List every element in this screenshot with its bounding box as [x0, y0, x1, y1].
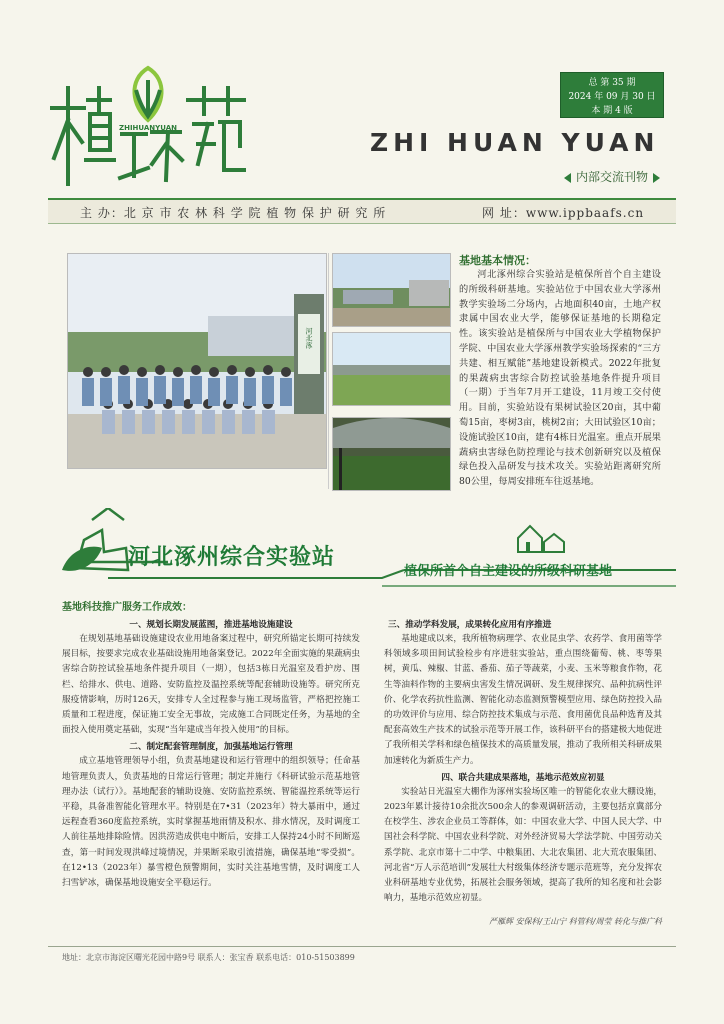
base-intro-body: 河北涿州综合实验站是植保所首个自主建设的所级科研基地。实验站位于中国农业大学涿州教学实验场二分场内，占地面积40亩，土地产权隶属中国农业大学，能够保证基地的长期稳定性。该实验站是植保所与中国农业大学植物保护学院、中国农业大学涿州教学实验场探索的“三方共建、相互赋能”基地建设新模式。2022年批复的果蔬病虫害综合防控试验基地条件提升项目（一期）于当年7月开工建设，11月竣工交付使用。目前，实验站设有果树试验区20亩，其中葡萄15亩，枣树3亩，桃树2亩；大田试验区10亩；设施试验区10亩，建有4栋日光温室。重点开展果蔬病虫害绿色防控理论与技术创新研究以及植保绿色投入品研发与技术攻关。实验站距离研究所80公里，每周安排班车往返基地。 [459, 269, 661, 488]
section-3-body: 基地建成以来，我所植物病理学、农业昆虫学、农药学、食用菌等学科领域多项田间试验检步有序进驻实验站，重点围绕葡萄、桃、枣等果树，黄瓜、辣椒、甘蓝、番茄、茄子等蔬菜，小麦、玉米等粮食作物，花生等油料作物的主要病虫害发生情况调研、发生规律探究、品种抗病性评价、化学农药抗性监测、智能化动态监测预警模型应用、绿色防控投入品的功效评价与应用、综合防控技术集成与示范、食用菌优良品种选育及其配套高效生产技术的试验示范等开展工作，该科研平台的搭建极大地促进了我所相关学科和绿色植保技术的高质量发展，推动了我所相关科研成果加速转化为新质生产力。 [384, 634, 662, 766]
greenhouse-image [333, 254, 450, 326]
internal-note-label: 内部交流刊物 [575, 170, 648, 184]
group-photo [67, 253, 327, 469]
footer-divider [48, 946, 676, 947]
brand-title-en: ZHI HUAN YUAN [370, 128, 660, 157]
group-photo-image [68, 254, 326, 468]
footer-contact: 地址：北京市海淀区曙光花园中路9号 联系人：张宝香 联系电话：010-51503899 [62, 953, 355, 962]
tunnel-photo [332, 417, 451, 491]
masthead-logo [48, 60, 248, 190]
website-link[interactable]: 网 址：www.ippbaafs.cn [482, 206, 645, 220]
issue-date: 2024 年 09 月 30 日 [568, 92, 656, 102]
tunnel-image [333, 418, 450, 490]
author-credit: 严雁辉 安保科/王山宁 科管科/周莹 转化与推广科 [488, 917, 662, 926]
section-3-heading: 三、推动学科发展，成果转化应用有序推进 [388, 620, 552, 630]
banner-subtitle: 植保所首个自主建设的所级科研基地 [404, 564, 613, 579]
photo-divider [328, 253, 329, 489]
issue-pages: 本 期 4 版 [591, 106, 633, 116]
right-column [384, 618, 662, 906]
section-1-heading: 一、规划长期发展蓝图，推进基地设施建设 [129, 620, 293, 630]
field-image [333, 333, 450, 405]
issue-total: 总 第 35 期 [588, 78, 636, 88]
greenhouse-photo [332, 253, 451, 327]
logo-graphic [48, 60, 248, 190]
banner-title: 河北涿州综合实验站 [128, 545, 336, 570]
base-intro-title: 基地基本情况： [459, 254, 536, 267]
section-4-heading: 四、联合共建成果落地，基地示范效应初显 [441, 772, 605, 783]
field-photo [332, 332, 451, 406]
section-2-heading: 二、制定配套管理制度，加强基地运行管理 [129, 742, 293, 753]
logo-pinyin: ZHIHUANYUAN [119, 124, 177, 132]
left-column [62, 618, 360, 891]
triangle-right-icon [653, 173, 660, 183]
section-4-body: 实验站日光温室大棚作为涿州实验场区唯一的智能化农业大棚设施，2023年累计接待10余批次500余人的参观调研活动，主要包括京冀部分在校学生、涉农企业员工等群体，如：中国农业大学、中国人民大学、中国社会科学院、中国农业科学院、对外经济贸易大学法学院、中国劳动关系学院、北京市第十二中学、中粮集团、大北农集团、北大荒农服集团、河北省“万人示范培训”发展壮大村级集体经济专题示范班等，充分发挥农业科研基地专业优势，拓展社会服务领域，提高了我所的知名度和社会影响力，基地示范效应初显。 [384, 786, 662, 904]
sponsor: 主 办：北 京 市 农 林 科 学 院 植 物 保 护 研 究 所 [80, 206, 387, 220]
internal-note [556, 168, 668, 185]
results-title: 基地科技推广服务工作成效： [62, 602, 192, 613]
triangle-left-icon [564, 173, 571, 183]
section-1-body: 在规划基地基础设施建设农业用地备案过程中，研究所锚定长期可持续发展目标，按要求完成农业基础设施用地备案登记。2022年全面实施的果蔬病虫害综合防控试验基地条件提升项目（一期），包括3栋日光温室及看护房、围栏、给排水、供电、道路、安防监控及温控系统等配套辅助设施等。研究所克服疫情影响，历时126天，安排专人全过程参与施工现场监管，严格把控施工质量和工程进度，保证施工安全无事故，完成施工合同既定任务，为基地的全面投入使用奠定基础，实现“当年建成当年投入使用”的目标。 [62, 634, 360, 736]
photo-sign-text: 河北涿 [305, 327, 313, 349]
section-2-body: 成立基地管理领导小组，负责基地建设和运行管理中的组织领导；任命基地管理负责人，负责基地的日常运行管理；制定并施行《科研试验示范基地管理办法（试行）》。基地配套的辅助设施、安防监控系统、智能温控系统等运行平稳，具备准智能化管理水平。特别是在7•31（2023年）特大暴雨中，通过远程查看360度监控系统，实时掌握基地雨情及积水、排水情况，及时调度工人前往基地排除险情。因洪涝造成供电中断后，安排工人保持24小时不间断巡查，第一时间发现洪峰过境情况，并果断采取引流措施，确保基地“零受损”。在12•13（2023年）暴雪橙色预警期间，实时关注基地雪情，及时调度工人扫雪铲冰，确保基地设施安全平稳运行。 [62, 756, 360, 889]
issue-box [560, 72, 664, 118]
